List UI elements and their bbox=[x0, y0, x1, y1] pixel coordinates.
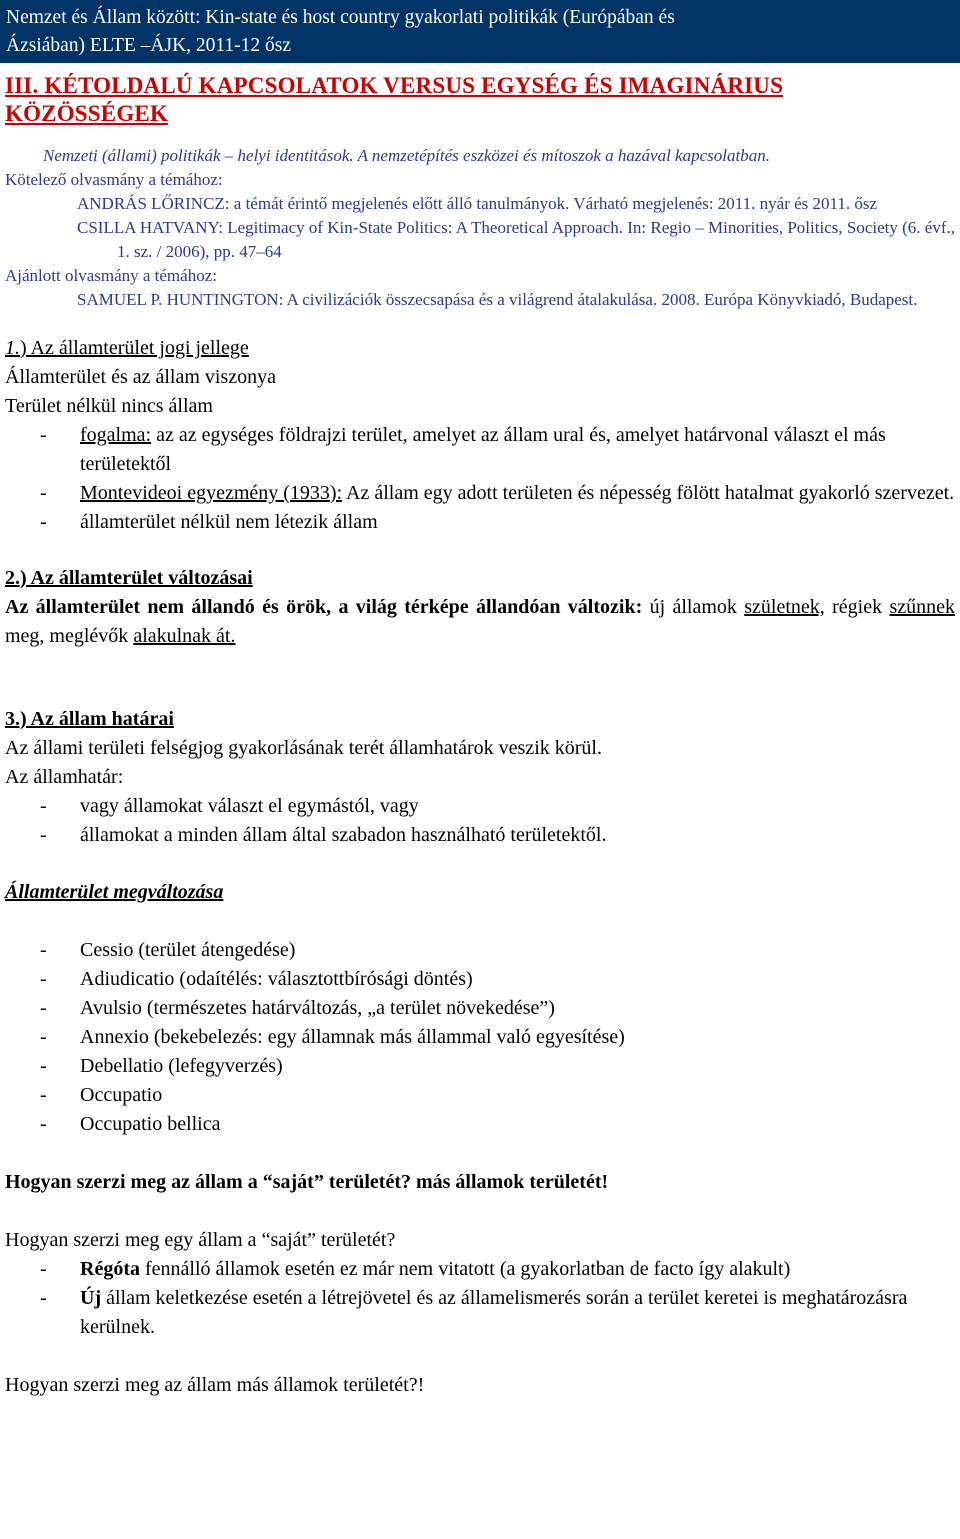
section-1-heading: 1.) Az államterület jogi jellege bbox=[5, 337, 249, 359]
recommended-reference: SAMUEL P. HUNTINGTON: A civilizációk összecsapása és a világrend átalakulása. 2008. Európa Könyvkiadó, Budapest. bbox=[77, 290, 918, 309]
section-2-paragraph: Az államterület nem állandó és örök, a világ térképe állandóan változik: új államok születnek, régiek szűnnek meg, meglévők alakulnak át. bbox=[5, 596, 955, 647]
header-line-2: Ázsiában) ELTE –ÁJK, 2011-12 ősz bbox=[6, 35, 292, 56]
list-item: - Adiudicatio (odaítélés: választottbírósági döntés) bbox=[40, 968, 473, 990]
change-heading: Államterület megváltozása bbox=[5, 881, 224, 903]
list-item: - Montevideoi egyezmény (1933): Az állam egy adott területen és népesség fölött hatalmat gyakorló szervezet. bbox=[40, 482, 955, 504]
document-body bbox=[5, 72, 955, 1400]
header-line-1: Nemzet és Állam között: Kin-state és host country gyakorlati politikák (Európában és bbox=[6, 7, 675, 28]
question-2: Hogyan szerzi meg egy állam a “saját” területét? bbox=[5, 1229, 396, 1251]
section-2-heading: 2.) Az államterület változásai bbox=[5, 567, 253, 589]
question-3: Hogyan szerzi meg az állam más államok területét?! bbox=[5, 1374, 425, 1396]
list-item: - államterület nélkül nem létezik állam bbox=[40, 511, 378, 533]
list-item: - Occupatio bbox=[40, 1084, 163, 1106]
list-item: - Cessio (terület átengedése) bbox=[40, 939, 296, 961]
list-item: - Régóta fennálló államok esetén ez már nem vitatott (a gyakorlatban de facto így alakult) bbox=[40, 1258, 791, 1280]
section-3-line: Az állami területi felségjog gyakorlásának terét államhatárok veszik körül. bbox=[5, 737, 602, 759]
document-header bbox=[0, 0, 960, 63]
list-item: - államokat a minden állam által szabadon használható területektől. bbox=[40, 824, 607, 846]
change-list bbox=[5, 936, 955, 1139]
required-reading-label: Kötelező olvasmány a témához: bbox=[5, 170, 223, 189]
section-title bbox=[5, 72, 955, 128]
list-item: - vagy államokat választ el egymástól, vagy bbox=[40, 795, 419, 817]
section-3-heading: 3.) Az állam határai bbox=[5, 708, 174, 730]
required-reference: CSILLA HATVANY: Legitimacy of Kin-State Politics: A Theoretical Approach. In: Regio – Minorities, Politics, Society (6. évf., 1. sz. / 2006), pp. 47–64 bbox=[77, 218, 955, 261]
section-1-line: Államterület és az állam viszonya bbox=[5, 366, 277, 388]
subtitle: Nemzeti (állami) politikák – helyi identitások. A nemzetépítés eszközei és mítoszok a hazával kapcsolatban. bbox=[43, 146, 770, 165]
list-item: - Occupatio bellica bbox=[40, 1113, 221, 1135]
recommended-reading-label: Ajánlott olvasmány a témához: bbox=[5, 266, 217, 285]
section-title-line-1: III. KÉTOLDALÚ KAPCSOLATOK VERSUS EGYSÉG ÉS IMAGINÁRIUS bbox=[5, 73, 784, 98]
section-3-line: Az államhatár: bbox=[5, 766, 124, 788]
section-1-line: Terület nélkül nincs állam bbox=[5, 395, 213, 417]
list-item: - Annexio (bekebelezés: egy államnak más állammal való egyesítése) bbox=[40, 1026, 625, 1048]
question-bold: Hogyan szerzi meg az állam a “saját” területét? más államok területét! bbox=[5, 1171, 609, 1193]
required-reference: ANDRÁS LŐRINCZ: a témát érintő megjelenés előtt álló tanulmányok. Várható megjelenés: 2011. nyár és 2011. ősz bbox=[77, 194, 878, 213]
list-item: - Debellatio (lefegyverzés) bbox=[40, 1055, 283, 1077]
list-item: - fogalma: az az egységes földrajzi terület, amelyet az állam ural és, amelyet határvonal választ el más területektől bbox=[40, 424, 886, 475]
list-item: - Avulsio (természetes határváltozás, „a terület növekedése”) bbox=[40, 997, 555, 1019]
section-title-line-2: KÖZÖSSÉGEK bbox=[5, 101, 169, 126]
list-item: - Új állam keletkezése esetén a létrejövetel és az államelismerés során a terület keretei is meghatározásra kerülnek. bbox=[40, 1287, 908, 1338]
